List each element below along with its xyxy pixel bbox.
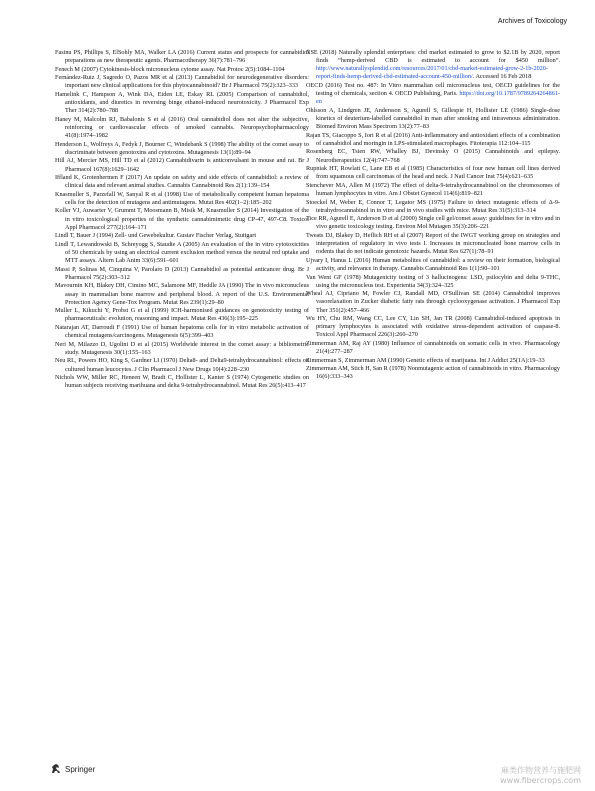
reference-entry: Massi P, Solinas M, Cinquina V, Parolaro D (2013) Cannabidiol as potential anticancer drug. Br J Pharmacol 75(2):303–312 — [55, 265, 309, 281]
reference-entry: Fenech M (2007) Cytokinesis-block micronucleus cytome assay. Nat Protoc 2(5):1084–1104 — [55, 65, 285, 73]
reference-entry — [306, 232, 560, 256]
reference-text: Rajan TS, Giacoppo S, Iori R et al (2016) Anti-inflammatory and antioxidant effects of a combination of cannabidiol and moringin in LPS-stimulated macrophages. Fitoterapia 112:104–115 — [306, 131, 560, 147]
reference-entry — [306, 49, 560, 82]
reference-entry: Hamelink C, Hampson A, Wink DA, Eiden LE, Eskay RL (2005) Comparison of cannabidiol, antioxidants, and diuretics in reversing binge ethanol-induced neurotoxicity. J Pharmacol Exp Ther 314(2):780–788 — [55, 90, 309, 115]
reference-entry — [306, 215, 560, 231]
reference-text: Stoeckel M, Weber E, Connor T, Legator MS (1975) Failure to detect mutagenic effects of Δ-9-tetrahydrocannabinol in in vitro and in vivo studies with mice. Mutat Res 31(5):313–314 — [306, 198, 560, 214]
reference-entry: Henderson L, Wolfreys A, Fedyk J, Bourner C, Windebank S (1998) The ability of the comet assay to discriminate between genotoxins and cytotoxins. Mutagenesis 13(1):89–94 — [55, 140, 309, 156]
reference-entry: Iffland K, Grotenhermen F (2017) An update on safety and side effects of cannabidiol: a review of clinical data and relevant animal studies. Cannabis Cannabinoid Res 2(1):139–154 — [55, 174, 309, 190]
springer-horse-icon — [50, 763, 62, 775]
watermark-line-2: www.fibercrops.com — [500, 776, 581, 785]
reference-text: Van Went GF (1978) Mutagenicity testing of 3 hallucinogens: LSD, psilocybin and delta 9-THC, using the micronucleus test. Experientia 34(3):324–325 — [306, 273, 560, 289]
reference-entry: Lindl T, Bauer J (1994) Zell- und Gewebekultur. Gustav Fischer Verlag, Stuttgart — [55, 232, 257, 240]
reference-entry — [306, 340, 560, 356]
watermark-line-1: 麻类作物营养与施肥网 — [501, 766, 581, 775]
page-footer — [50, 763, 95, 775]
reference-text: Ohlsson A, Lindgren JE, Andersson S, Agurell S, Gillespie H, Hollister LE (1986) Single-dose kinetics of deuterium-labelled cannabidiol in man after smoking and intravenous administration. Biomed Environ Mass Spectrom 13(2):77–83 — [306, 106, 560, 131]
reference-entry: Fasinu PS, Phillips S, ElSohly MA, Walker LA (2016) Current status and prospects for cannabidiol preparations as new therapeutic agents. Pharmacotherapy 36(7):781–796 — [55, 49, 309, 65]
reference-entry: Nichols WW, Miller RC, Heneen W, Bradt C, Hollister L, Kanter S (1974) Cytogenetic studies on human subjects receiving marihuana and delta 9-tetrahydrocannabinol. Mutat Res 26(5):413–417 — [55, 374, 309, 390]
reference-entry — [306, 165, 560, 181]
reference-text: Zimmerman AM, Stich H, San R (1978) Nonmutagenic action of cannabinoids in vitro. Pharmacology 16(6):333–343 — [306, 365, 560, 381]
reference-entry — [306, 148, 560, 164]
reference-entry — [306, 132, 560, 148]
reference-text: Wu HY, Chu RM, Wang CC, Lee CY, Lin SH, Jan TR (2008) Cannabidiol-induced apoptosis in primary lymphocytes is associated with oxidative stress-dependent activation of caspase-8. Toxicol Appl Pharmacol 226(3):260–270 — [306, 315, 560, 339]
reference-text: NSE (2018) Naturally splendid enterprises: cbd market estimated to grow to $2.1B by 2020, report finds “hemp-derived CBD is estimated to account for $450 million”. — [306, 49, 560, 65]
reference-text: Wheal AJ, Cipriano M, Fowler CJ, Randall MD, O'Sullivan SE (2014) Cannabidiol improves vasorelaxation in Zucker diabetic fatty rats through cyclooxygenase activation. J Pharmacol Exp Ther 351(2):457–466 — [306, 290, 560, 314]
publisher-name: Springer — [65, 764, 96, 774]
reference-entry: Mavournin KH, Blakey DH, Cimino MC, Salamone MF, Heddle JA (1990) The in vivo micronucleus assay in mammalian bone marrow and peripheral blood. A report of the U.S. Environmental Protection Agency Gene-Tox Program. Mutat Res 239(1):29–80 — [55, 282, 309, 306]
reference-entry — [306, 182, 560, 198]
journal-title: Archives of Toxicology — [497, 18, 567, 25]
reference-entry: Knasmuller S, Parzefall W, Sanyal R et al (1998) Use of metabolically competent human hepatoma cells for the detection of mutagens and antimutagens. Mutat Res 402(1–2):185–202 — [55, 190, 309, 206]
reference-text: Stenchever MA, Allen M (1972) The effect of delta-9-tetrahydrocannabinol on the chromosomes of human lymphocytes in vitro. Am J Obstet Gynecol 114(6):819–821 — [306, 181, 560, 197]
watermark — [500, 766, 581, 786]
reference-text-tail: . Accessed 16 Feb 2018 — [472, 73, 532, 81]
references-column-right — [306, 49, 560, 382]
reference-text: Zimmerman S, Zimmerman AM (1990) Genetic effects of marijuana. Int J Addict 25(1A):19–33 — [306, 356, 545, 364]
reference-entry — [306, 365, 560, 381]
reference-entry — [306, 357, 560, 365]
reference-entry: Neri M, Milazzo D, Ugolini D et al (2015) Worldwide interest in the comet assay: a bibliometric study. Mutagenesis 30(1):155–163 — [55, 340, 309, 356]
reference-entry — [306, 107, 560, 131]
reference-entry: Neu RL, Powers HO, King S, Gardner LI (1970) Delta8- and Delta9-tetrahydrocannabinol: effects on cultured human leucocytes. J Clin Pharmacol J New Drugs 10(4):228–230 — [55, 357, 309, 373]
reference-text: Tweats DJ, Blakey D, Heflich RH et al (2007) Report of the IWGT working group on strategies and interpretation of regulatory in vivo tests I. Increases in micronucleated bone marrow cells in rodents that do not indicate genotoxic hazards. Mutat Res 627(1):78–91 — [306, 231, 560, 256]
reference-link[interactable]: https://doi.org/10.1787/9789264264861-en — [316, 90, 560, 106]
reference-entry: Muller L, Kikuchi Y, Probst G et al (1999) ICH-harmonised guidances on genotoxicity testing of pharmaceuticals: evolution, reasoning and impact. Mutat Res 436(3):195–225 — [55, 307, 309, 323]
references-column-left — [55, 49, 309, 391]
reference-entry — [306, 315, 560, 339]
reference-text: Ujvary I, Hanus L (2016) Human metabolites of cannabidiol: a review on their formation, biological activity, and relevance in therapy. Cannabis Cannabinoid Res 1(1):90–101 — [306, 256, 560, 272]
reference-entry — [306, 274, 560, 290]
reference-entry — [306, 82, 560, 106]
reference-entry — [306, 199, 560, 215]
reference-text: Tice RR, Agurell E, Anderson D et al (2000) Single cell gel/comet assay: guidelines for in vitro and in vivo genetic toxicology testing. Environ Mol Mutagen 35(3):206–221 — [306, 215, 560, 231]
reference-entry: Haney M, Malcolm RJ, Babalonis S et al (2016) Oral cannabidiol does not alter the subjective, reinforcing or cardiovascular effects of smoked cannabis. Neuropsychopharmacology 41(8):1974–1982 — [55, 115, 309, 140]
reference-text: Zimmerman AM, Raj AY (1980) Influence of cannabinoids on somatic cells in vivo. Pharmacology 21(4):277–287 — [306, 339, 560, 356]
reference-entry: Hill AJ, Mercier MS, Hill TD et al (2012) Cannabidivarin is anticonvulsant in mouse and rat. Br J Pharmacol 167(8):1629–1642 — [55, 157, 309, 173]
reference-text: Rupniak HT, Rowlatt C, Lane EB et al (1985) Characteristics of four new human cell lines derived from squamous cell carcinomas of the head and neck. J Natl Cancer Inst 75(4):621–635 — [306, 165, 560, 181]
reference-text: OECD (2016) Test no. 487: In Vitro mammalian cell micronucleus test, OECD guidelines for the testing of chemicals, section 4. OECD Publishing, Paris. — [306, 82, 560, 98]
reference-entry — [306, 290, 560, 314]
reference-text: Rosenberg EC, Tsien RW, Whalley BJ, Devinsky O (2015) Cannabinoids and epilepsy. Neurotherapeutics 12(4):747–768 — [306, 148, 560, 164]
reference-entry: Lindl T, Lewandowski B, Schreyogg S, Staudte A (2005) An evaluation of the in vitro cytotoxicities of 50 chemicals by using an electrical current exclusion method versus the neutral red uptake and MTT assays. Altern Lab Anim 33(6):591–601 — [55, 240, 309, 265]
reference-entry: Natarajan AT, Darroudi F (1991) Use of human hepatoma cells for in vitro metabolic activation of chemical mutagens/carcinogens. Mutagenesis 6(5):399–403 — [55, 324, 309, 340]
reference-entry — [306, 257, 560, 273]
reference-entry: Koller VJ, Auwarter V, Grummt T, Moosmann B, Misik M, Knasmuller S (2014) Investigation of the in vitro toxicological properties of the synthetic cannabimimetic drug CP-47, 497-C8. Toxicol Appl Pharmacol 277(2):164–171 — [55, 207, 309, 231]
reference-entry: Fernández-Ruiz J, Sagredo O, Pazos MR et al (2013) Cannabidiol for neurodegenerative disorders: important new clinical applications for this phytocannabinoid? Br J Pharmacol 75(2):323–333 — [55, 74, 309, 90]
reference-link[interactable]: http://www.naturallysplendid.com/resources/2017/01/cbd-market-estimated-grow-2-1b-2020-report-finds-hemp-derived-cbd-estimated-account-450-million/ — [316, 65, 548, 81]
